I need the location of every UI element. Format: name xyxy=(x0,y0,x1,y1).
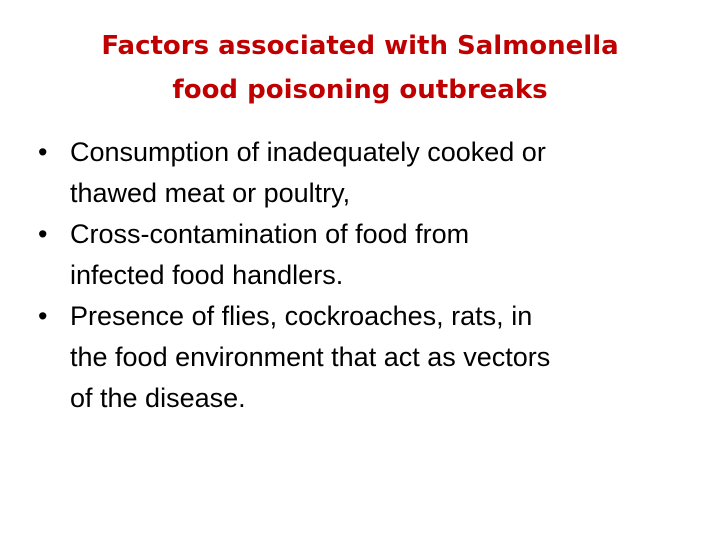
bullet-text-line: Consumption of inadequately cooked or xyxy=(70,137,546,167)
bullet-text-line: of the disease. xyxy=(70,383,246,413)
bullet-item xyxy=(38,132,678,214)
bullet-text-line: infected food handlers. xyxy=(70,260,344,290)
bullet-text-line: thawed meat or poultry, xyxy=(70,178,351,208)
bullet-item xyxy=(38,296,678,419)
slide-title xyxy=(20,24,700,112)
bullet-item xyxy=(38,214,678,296)
bullet-text-line: Presence of flies, cockroaches, rats, in xyxy=(70,301,533,331)
bullet-list xyxy=(38,132,678,419)
bullet-text-line: the food environment that act as vectors xyxy=(70,342,551,372)
slide-title-line: Factors associated with Salmonella xyxy=(101,31,619,61)
bullet-icon: • xyxy=(38,219,48,249)
bullet-text-line: Cross-contamination of food from xyxy=(70,219,470,249)
bullet-icon: • xyxy=(38,137,48,167)
slide-title-line: food poisoning outbreaks xyxy=(172,75,548,105)
bullet-icon: • xyxy=(38,301,48,331)
